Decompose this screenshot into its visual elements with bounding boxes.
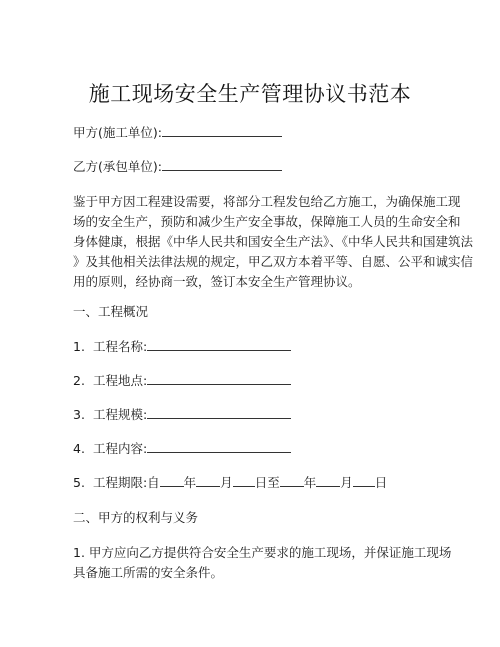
intro-paragraph <box>73 192 474 292</box>
project-name-blank <box>147 338 291 351</box>
party-a-label: 甲方(施工单位): <box>73 125 162 140</box>
month-blank <box>316 474 340 487</box>
project-scale-line <box>73 406 291 423</box>
item-label: 工程地点: <box>92 373 148 388</box>
period-month: 月 <box>340 475 353 490</box>
project-name-line <box>73 338 291 355</box>
project-location-line <box>73 372 291 389</box>
item-label: 工程规模: <box>92 407 148 422</box>
month-blank <box>196 474 220 487</box>
period-year: 年 <box>183 475 197 490</box>
item-number: 2. <box>73 373 85 388</box>
party-b-label: 乙方(承包单位): <box>73 159 162 174</box>
section2-heading: 二、甲方的权利与义务 <box>73 510 199 525</box>
project-content-line <box>73 440 291 457</box>
party-a-line <box>73 124 282 141</box>
section2-item1-line: 具备施工所需的安全条件。 <box>73 565 224 580</box>
project-period-line <box>73 474 387 491</box>
project-content-blank <box>147 440 291 453</box>
intro-line: 场的安全生产，预防和减少生产安全事故，保障施工人员的生命安全和 <box>73 214 461 229</box>
item-number: 1. <box>73 339 85 354</box>
party-b-blank <box>162 158 282 171</box>
item-label: 工程内容: <box>92 441 148 456</box>
project-location-blank <box>147 372 291 385</box>
intro-line: 鉴于甲方因工程建设需要，将部分工程发包给乙方施工，为确保施工现 <box>73 194 461 209</box>
year-blank <box>280 474 304 487</box>
period-label: 工程期限:自 <box>92 475 160 490</box>
intro-line: 身体健康，根据《中华人民共和国安全生产法》、《中华人民共和国建筑法 <box>73 234 474 249</box>
period-month: 月 <box>220 475 233 490</box>
period-year: 年 <box>303 475 317 490</box>
party-a-blank <box>162 124 282 137</box>
item-number: 3. <box>73 407 85 422</box>
item-label: 工程名称: <box>92 339 148 354</box>
section1-heading: 一、工程概况 <box>73 304 149 319</box>
day-blank <box>233 474 255 487</box>
section2-item1-line: 1. 甲方应向乙方提供符合安全生产要求的施工现场，并保证施工现场 <box>73 545 452 560</box>
intro-line: 用的原则，经协商一致，签订本安全生产管理协议。 <box>73 274 361 289</box>
document-title: 施工现场安全生产管理协议书范本 <box>88 82 412 106</box>
item-number: 5. <box>73 475 85 490</box>
period-day-to: 日至 <box>254 475 280 490</box>
party-b-line <box>73 158 282 175</box>
period-day: 日 <box>374 475 388 490</box>
year-blank <box>160 474 184 487</box>
project-scale-blank <box>147 406 291 419</box>
day-blank <box>353 474 375 487</box>
section2-item1 <box>73 543 452 583</box>
intro-line: 》及其他相关法律法规的规定，甲乙双方本着平等、自愿、公平和诚实信 <box>73 254 474 269</box>
item-number: 4. <box>73 441 85 456</box>
